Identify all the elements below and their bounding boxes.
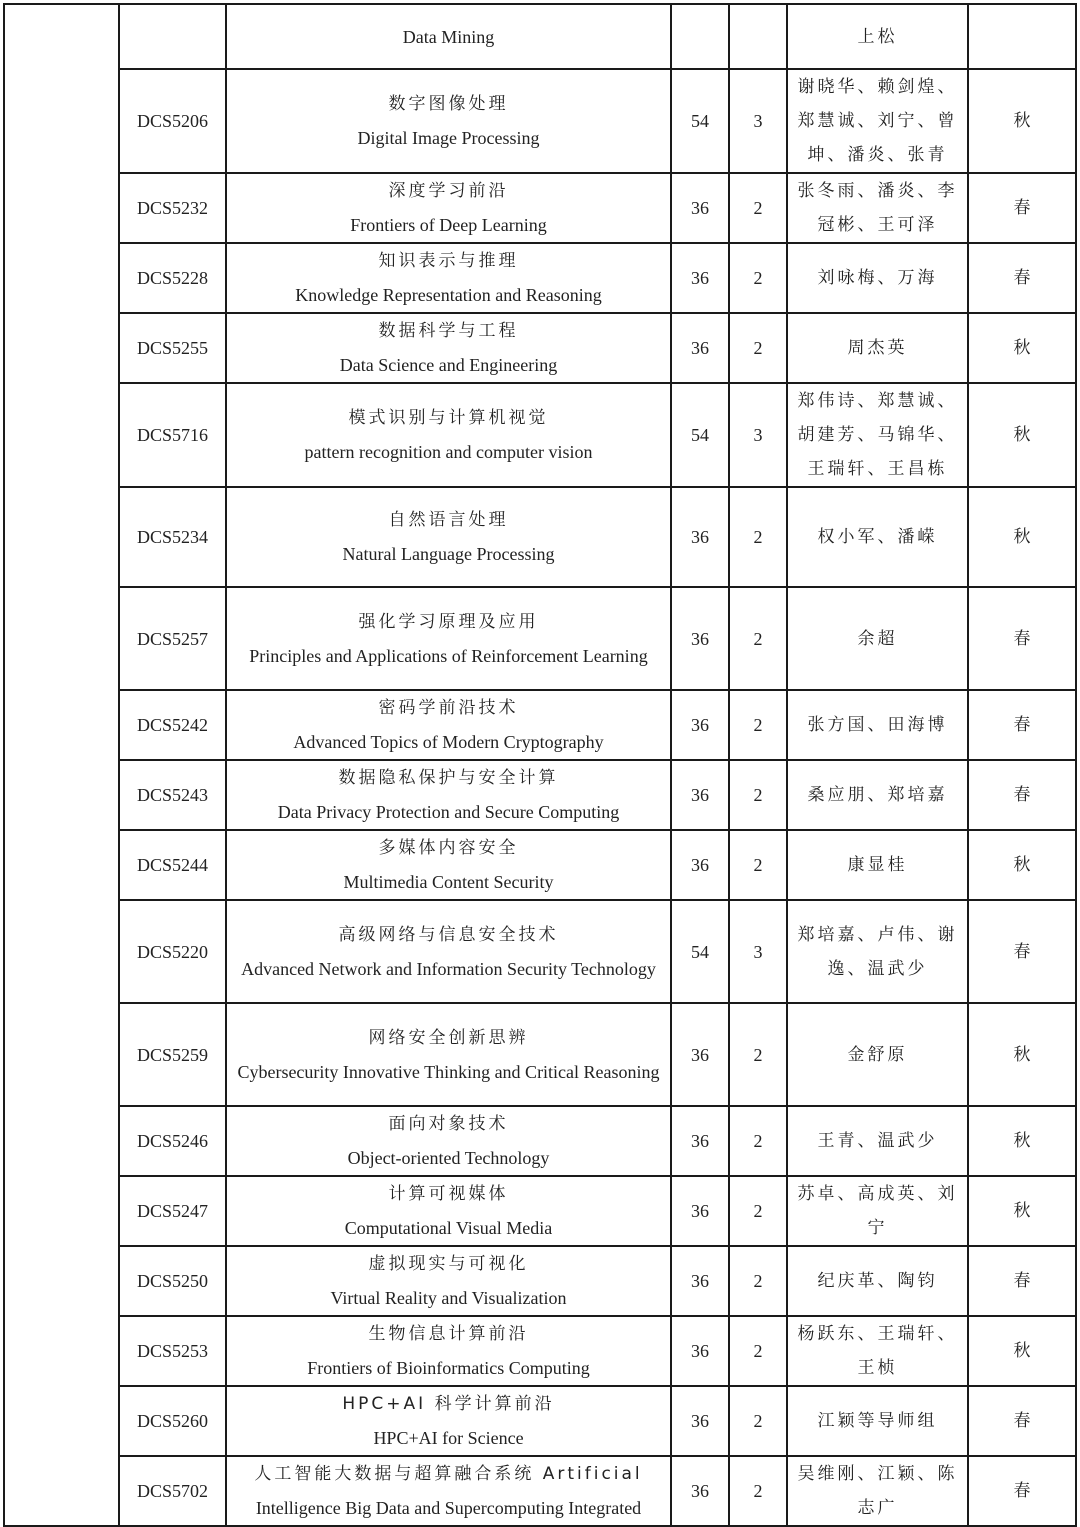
table-row	[4, 1106, 1076, 1176]
course-name-zh: 高级网络与信息安全技术	[338, 924, 559, 945]
course-name-en: Knowledge Representation and Reasoning	[295, 285, 602, 305]
term-cell: 秋	[968, 69, 1076, 173]
course-name-zh: 网络安全创新思辨	[368, 1027, 529, 1048]
course-code-cell: DCS5228	[119, 243, 226, 313]
course-name-en: Virtual Reality and Visualization	[330, 1288, 567, 1308]
course-name-zh: 生物信息计算前沿	[368, 1324, 529, 1344]
course-name-zh: HPC+AI 科学计算前沿	[342, 1394, 555, 1414]
teachers-cell: 王青、温武少	[787, 1106, 968, 1176]
course-name-zh: 虚拟现实与可视化	[368, 1254, 529, 1274]
course-table-container	[3, 3, 1077, 1527]
course-name-cell	[226, 487, 671, 587]
teachers-cell: 权小军、潘嵘	[787, 487, 968, 587]
course-code-cell: DCS5232	[119, 173, 226, 243]
teachers-cell: 郑伟诗、郑慧诚、胡建芳、马锦华、王瑞轩、王昌栋	[787, 383, 968, 487]
term-cell: 春	[968, 1456, 1076, 1526]
teachers-cell: 余超	[787, 587, 968, 690]
course-name-cell	[226, 1386, 671, 1456]
table-row	[4, 487, 1076, 587]
course-name-cell	[226, 383, 671, 487]
term-cell: 春	[968, 1246, 1076, 1316]
course-name-zh: 面向对象技术	[388, 1114, 509, 1134]
course-name-en: Natural Language Processing	[342, 544, 555, 564]
teachers-cell: 江颖等导师组	[787, 1386, 968, 1456]
course-name-cell	[226, 690, 671, 760]
hours-cell: 36	[671, 830, 729, 900]
term-cell	[968, 4, 1076, 69]
term-cell: 秋	[968, 383, 1076, 487]
course-name-en: Data Privacy Protection and Secure Computing	[277, 802, 620, 822]
table-row	[4, 243, 1076, 313]
hours-cell	[671, 4, 729, 69]
course-table-body	[4, 4, 1076, 1526]
teachers-cell: 郑培嘉、卢伟、谢逸、温武少	[787, 900, 968, 1003]
table-row	[4, 69, 1076, 173]
hours-cell: 36	[671, 1003, 729, 1106]
course-name-cell	[226, 830, 671, 900]
course-name-en: Data Mining	[402, 26, 495, 47]
course-name-cell	[226, 1176, 671, 1246]
term-cell: 春	[968, 587, 1076, 690]
credits-cell: 3	[729, 900, 787, 1003]
teachers-cell: 张冬雨、潘炎、李冠彬、王可泽	[787, 173, 968, 243]
credits-cell	[729, 4, 787, 69]
teachers-cell: 周杰英	[787, 313, 968, 383]
credits-cell: 2	[729, 173, 787, 243]
course-name-en: pattern recognition and computer vision	[304, 442, 593, 462]
hours-cell: 36	[671, 760, 729, 830]
course-name-en: Advanced Network and Information Security Technology	[241, 958, 656, 979]
course-name-en: Data Science and Engineering	[339, 355, 558, 375]
hours-cell: 54	[671, 900, 729, 1003]
teachers-cell: 刘咏梅、万海	[787, 243, 968, 313]
hours-cell: 36	[671, 243, 729, 313]
table-row	[4, 830, 1076, 900]
hours-cell: 36	[671, 690, 729, 760]
table-row	[4, 1386, 1076, 1456]
course-name-zh: 深度学习前沿	[388, 181, 509, 201]
course-code-cell: DCS5260	[119, 1386, 226, 1456]
course-name-cell	[226, 4, 671, 69]
credits-cell: 2	[729, 587, 787, 690]
teachers-cell: 谢晓华、赖剑煌、郑慧诚、刘宁、曾坤、潘炎、张青	[787, 69, 968, 173]
hours-cell: 36	[671, 1456, 729, 1526]
table-row	[4, 587, 1076, 690]
teachers-cell: 桑应朋、郑培嘉	[787, 760, 968, 830]
course-name-zh: 数据科学与工程	[378, 321, 519, 341]
term-cell: 春	[968, 690, 1076, 760]
teachers-cell: 张方国、田海博	[787, 690, 968, 760]
term-cell: 秋	[968, 313, 1076, 383]
course-name-en: Multimedia Content Security	[343, 872, 554, 892]
course-name-en: Digital Image Processing	[357, 128, 540, 148]
category-cell	[4, 4, 119, 1526]
course-name-zh: 密码学前沿技术	[378, 698, 519, 718]
course-code-cell: DCS5220	[119, 900, 226, 1003]
hours-cell: 36	[671, 173, 729, 243]
hours-cell: 36	[671, 1386, 729, 1456]
course-code-cell: DCS5206	[119, 69, 226, 173]
term-cell: 春	[968, 900, 1076, 1003]
credits-cell: 2	[729, 1246, 787, 1316]
course-name-cell	[226, 1246, 671, 1316]
course-code-cell	[119, 4, 226, 69]
term-cell: 秋	[968, 487, 1076, 587]
hours-cell: 36	[671, 1246, 729, 1316]
course-code-cell: DCS5259	[119, 1003, 226, 1106]
course-code-cell: DCS5246	[119, 1106, 226, 1176]
course-code-cell: DCS5255	[119, 313, 226, 383]
course-code-cell: DCS5716	[119, 383, 226, 487]
teachers-cell: 苏卓、高成英、刘宁	[787, 1176, 968, 1246]
course-code-cell: DCS5702	[119, 1456, 226, 1526]
teachers-cell: 金舒原	[787, 1003, 968, 1106]
course-name-cell	[226, 173, 671, 243]
teachers-cell: 康显桂	[787, 830, 968, 900]
course-name-zh: 知识表示与推理	[378, 251, 519, 271]
term-cell: 春	[968, 243, 1076, 313]
hours-cell: 36	[671, 1106, 729, 1176]
course-name-en: Frontiers of Bioinformatics Computing	[307, 1358, 590, 1378]
course-name-en: Intelligence Big Data and Supercomputing Integrated	[255, 1498, 642, 1518]
table-row	[4, 690, 1076, 760]
credits-cell: 2	[729, 1176, 787, 1246]
term-cell: 春	[968, 760, 1076, 830]
course-table	[3, 3, 1077, 1527]
teachers-cell: 上松	[787, 4, 968, 69]
course-code-cell: DCS5257	[119, 587, 226, 690]
course-code-cell: DCS5250	[119, 1246, 226, 1316]
term-cell: 春	[968, 173, 1076, 243]
course-name-zh: 数字图像处理	[388, 94, 509, 114]
table-row	[4, 900, 1076, 1003]
hours-cell: 36	[671, 1316, 729, 1386]
credits-cell: 2	[729, 830, 787, 900]
course-code-cell: DCS5243	[119, 760, 226, 830]
course-name-en: Object-oriented Technology	[347, 1148, 550, 1168]
term-cell: 秋	[968, 830, 1076, 900]
credits-cell: 3	[729, 383, 787, 487]
credits-cell: 2	[729, 690, 787, 760]
credits-cell: 2	[729, 1003, 787, 1106]
course-name-zh: 人工智能大数据与超算融合系统 Artificial	[254, 1464, 643, 1484]
table-row	[4, 173, 1076, 243]
term-cell: 秋	[968, 1003, 1076, 1106]
course-name-en: Computational Visual Media	[344, 1218, 553, 1238]
term-cell: 秋	[968, 1316, 1076, 1386]
credits-cell: 2	[729, 760, 787, 830]
course-name-en: Advanced Topics of Modern Cryptography	[293, 732, 604, 752]
course-name-zh: 计算可视媒体	[388, 1184, 509, 1204]
table-row	[4, 1316, 1076, 1386]
hours-cell: 36	[671, 1176, 729, 1246]
course-name-cell	[226, 760, 671, 830]
course-name-cell	[226, 1106, 671, 1176]
course-name-cell	[226, 313, 671, 383]
course-code-cell: DCS5244	[119, 830, 226, 900]
hours-cell: 36	[671, 313, 729, 383]
course-name-cell	[226, 900, 671, 1003]
credits-cell: 2	[729, 243, 787, 313]
course-name-cell	[226, 1456, 671, 1526]
course-name-cell	[226, 1003, 671, 1106]
course-name-zh: 数据隐私保护与安全计算	[338, 768, 559, 788]
course-name-cell	[226, 69, 671, 173]
course-name-en: HPC+AI for Science	[373, 1428, 524, 1448]
credits-cell: 2	[729, 487, 787, 587]
course-name-en: Principles and Applications of Reinforcement Learning	[249, 645, 648, 666]
table-row	[4, 4, 1076, 69]
course-name-en: Cybersecurity Innovative Thinking and Critical Reasoning	[237, 1061, 660, 1082]
table-row	[4, 313, 1076, 383]
course-name-zh: 多媒体内容安全	[378, 838, 519, 858]
credits-cell: 2	[729, 1316, 787, 1386]
term-cell: 春	[968, 1386, 1076, 1456]
hours-cell: 54	[671, 383, 729, 487]
course-code-cell: DCS5242	[119, 690, 226, 760]
course-name-en: Frontiers of Deep Learning	[350, 215, 547, 235]
course-code-cell: DCS5234	[119, 487, 226, 587]
course-name-cell	[226, 587, 671, 690]
course-code-cell: DCS5247	[119, 1176, 226, 1246]
teachers-cell: 杨跃东、王瑞轩、王桢	[787, 1316, 968, 1386]
course-name-zh: 模式识别与计算机视觉	[348, 408, 549, 428]
credits-cell: 2	[729, 313, 787, 383]
table-row	[4, 1456, 1076, 1526]
credits-cell: 3	[729, 69, 787, 173]
course-code-cell: DCS5253	[119, 1316, 226, 1386]
table-row	[4, 1003, 1076, 1106]
teachers-cell: 吴维刚、江颖、陈志广	[787, 1456, 968, 1526]
course-name-cell	[226, 1316, 671, 1386]
term-cell: 秋	[968, 1106, 1076, 1176]
table-row	[4, 1246, 1076, 1316]
hours-cell: 36	[671, 487, 729, 587]
table-row	[4, 383, 1076, 487]
teachers-cell: 纪庆革、陶钧	[787, 1246, 968, 1316]
credits-cell: 2	[729, 1106, 787, 1176]
course-name-zh: 自然语言处理	[388, 510, 509, 530]
course-name-cell	[226, 243, 671, 313]
hours-cell: 36	[671, 587, 729, 690]
course-name-zh: 强化学习原理及应用	[358, 611, 539, 632]
credits-cell: 2	[729, 1386, 787, 1456]
term-cell: 秋	[968, 1176, 1076, 1246]
table-row	[4, 1176, 1076, 1246]
table-row	[4, 760, 1076, 830]
hours-cell: 54	[671, 69, 729, 173]
credits-cell: 2	[729, 1456, 787, 1526]
